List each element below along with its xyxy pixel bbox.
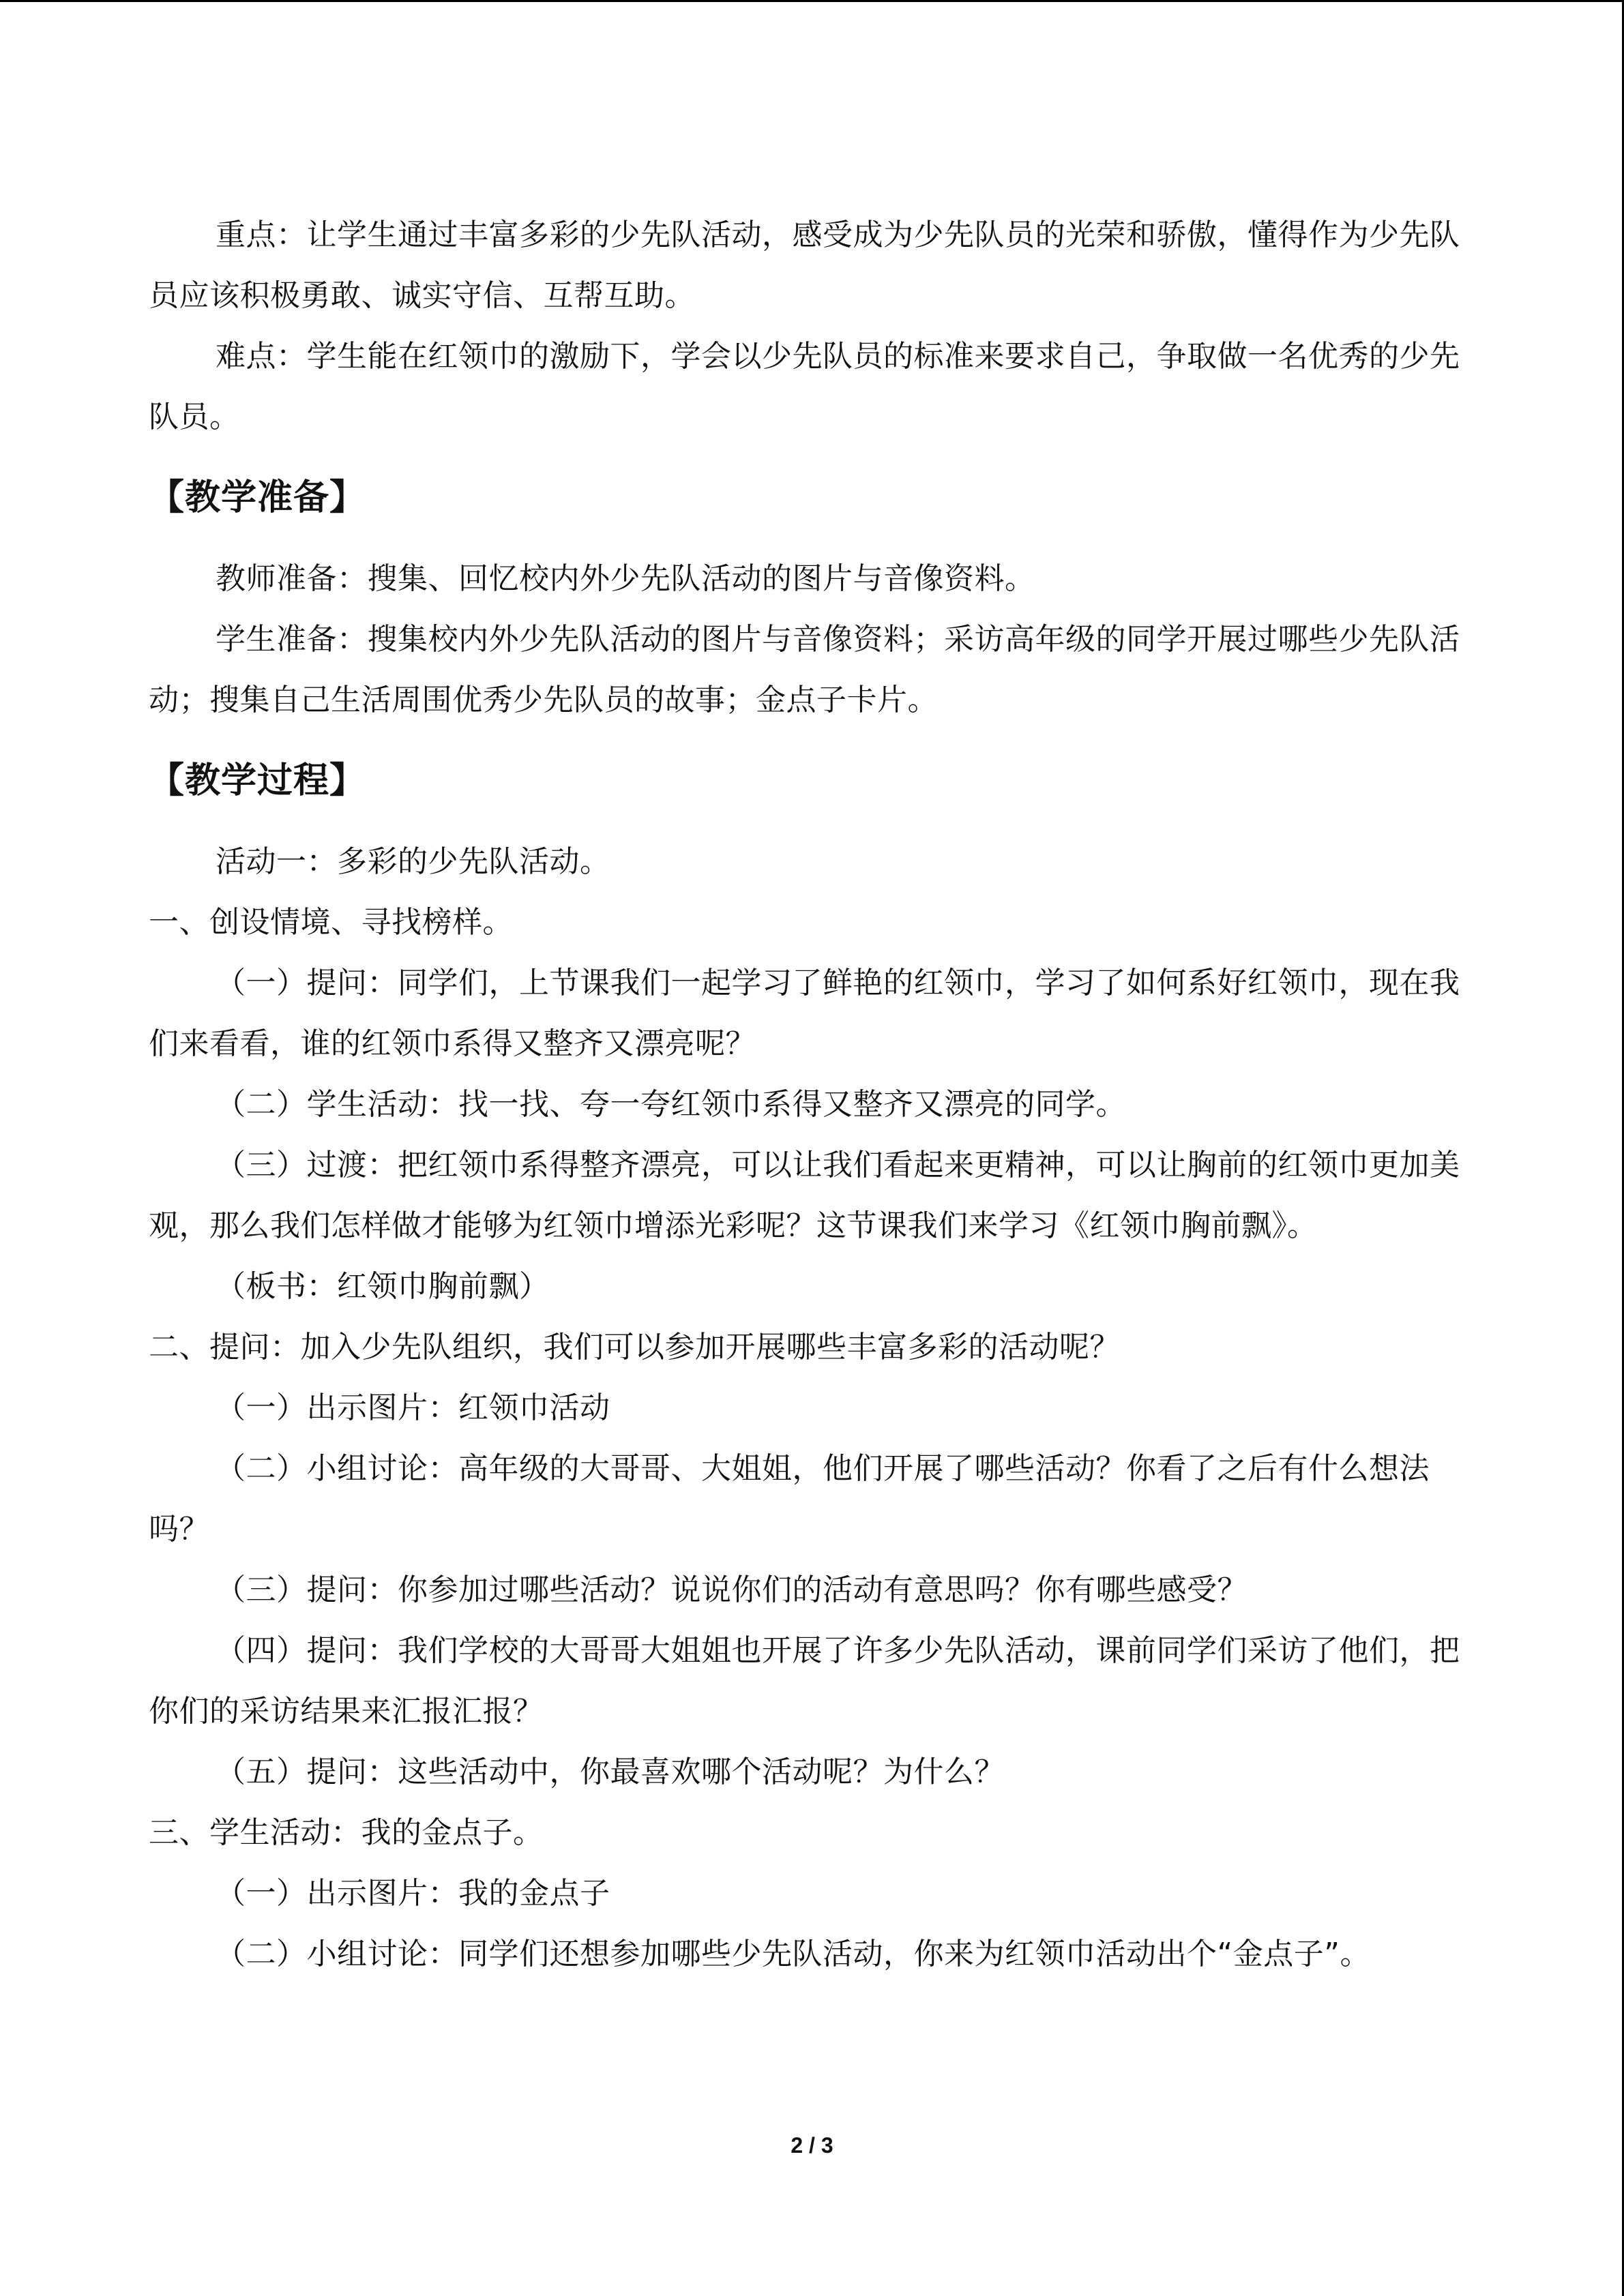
part-one-item: （一）提问：同学们，上节课我们一起学习了鲜艳的红领巾，学习了如何系好红领巾，现在我们来看看，谁的红领巾系得又整齐又漂亮呢？ <box>149 966 1460 1061</box>
difficulty-paragraph: 难点：学生能在红领巾的激励下，学会以少先队员的标准来要求自己，争取做一名优秀的少先队员。 <box>149 339 1460 434</box>
part-one-title: 一、创设情境、寻找榜样。 <box>149 905 513 940</box>
part-one-item: （三）过渡：把红领巾系得整齐漂亮，可以让我们看起来更精神，可以让胸前的红领巾更加美观，那么我们怎样做才能够为红领巾增添光彩呢？这节课我们来学习《红领巾胸前飘》。 <box>149 1148 1460 1243</box>
part-two-item: （四）提问：我们学校的大哥哥大姐姐也开展了许多少先队活动，课前同学们采访了他们，把你们的采访结果来汇报汇报？ <box>149 1633 1460 1729</box>
part-three-item: （二）小组讨论：同学们还想参加哪些少先队活动，你来为红领巾活动出个“金点子”。 <box>216 1937 1371 1971</box>
part-three-title: 三、学生活动：我的金点子。 <box>149 1815 544 1850</box>
activity-one-title: 活动一：多彩的少先队活动。 <box>216 844 610 879</box>
teacher-preparation: 教师准备：搜集、回忆校内外少先队活动的图片与音像资料。 <box>216 561 1035 596</box>
part-two-item: （三）提问：你参加过哪些活动？说说你们的活动有意思吗？你有哪些感受？ <box>216 1572 1247 1607</box>
document-body <box>149 205 1462 1984</box>
page-number: 2 / 3 <box>791 2133 833 2158</box>
part-two-title: 二、提问：加入少先队组织，我们可以参加开展哪些丰富多彩的活动呢？ <box>149 1330 1120 1365</box>
section-heading-process: 【教学过程】 <box>149 760 366 801</box>
part-two-item: （一）出示图片：红领巾活动 <box>216 1390 610 1425</box>
part-three-item: （一）出示图片：我的金点子 <box>216 1876 610 1911</box>
part-two-item: （五）提问：这些活动中，你最喜欢哪个活动呢？为什么？ <box>216 1755 1005 1789</box>
key-point-paragraph: 重点：让学生通过丰富多彩的少先队活动，感受成为少先队员的光荣和骄傲，懂得作为少先队员应该积极勇敢、诚实守信、互帮互助。 <box>149 218 1460 313</box>
part-one-item: （二）学生活动：找一找、夸一夸红领巾系得又整齐又漂亮的同学。 <box>216 1087 1126 1122</box>
part-two-item: （二）小组讨论：高年级的大哥哥、大姐姐，他们开展了哪些活动？你看了之后有什么想法吗？ <box>149 1451 1430 1547</box>
section-heading-preparation: 【教学准备】 <box>149 477 366 518</box>
board-writing: （板书：红领巾胸前飘） <box>216 1269 550 1304</box>
student-preparation: 学生准备：搜集校内外少先队活动的图片与音像资料；采访高年级的同学开展过哪些少先队活动；搜集自己生活周围优秀少先队员的故事；金点子卡片。 <box>149 622 1460 717</box>
